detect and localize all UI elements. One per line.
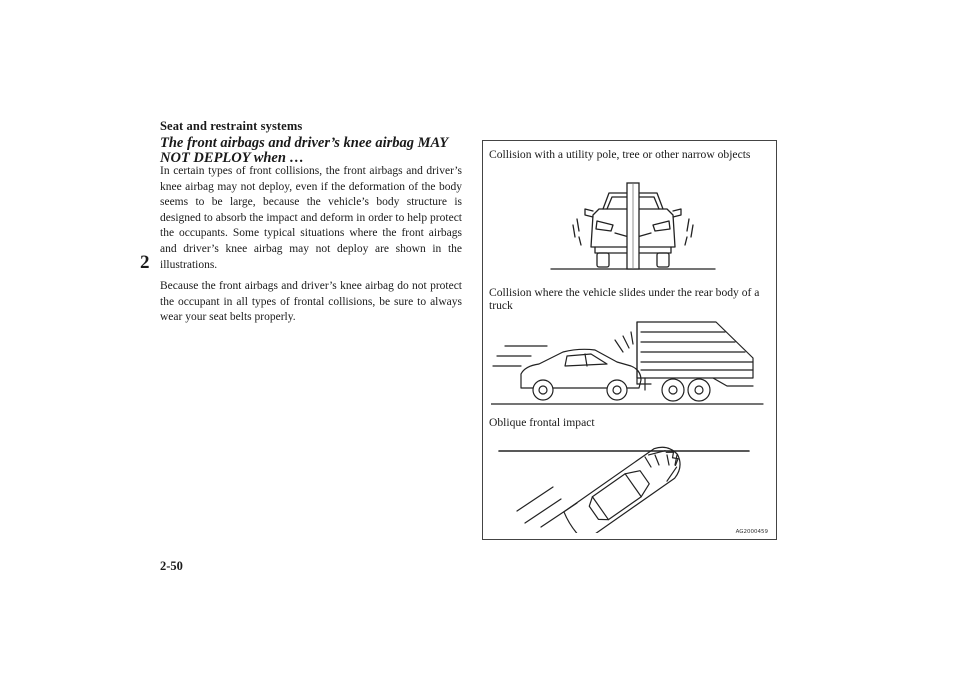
article-heading: The front airbags and driver’s knee airbag MAY NOT DEPLOY when … xyxy=(160,135,448,166)
figure-code: AG2000459 xyxy=(735,529,768,535)
section-header: Seat and restraint systems xyxy=(160,119,303,133)
oblique-impact-illustration xyxy=(497,441,762,533)
body-paragraph: Because the front airbags and driver’s knee airbag do not protect the occupant in all types of frontal collisions, be sure to always wear your seat belts properly. xyxy=(160,280,462,324)
truck-underride-illustration xyxy=(491,316,771,411)
body-paragraph: In certain types of front collisions, the front airbags and driver’s knee airbag may not deploy, even if the deformation of the body seems to be large, because the vehicle’s body structure is designed to absorb the impact and deform in order to help protect the occupants. Some typical situations where the front airbags and driver’s knee airbag may not deploy are shown in the illustrations. xyxy=(160,165,462,271)
page-number: 2-50 xyxy=(160,559,183,573)
article-body xyxy=(160,164,462,326)
caption-underride: Collision where the vehicle slides under the rear body of a truck xyxy=(489,286,760,312)
caption-oblique: Oblique frontal impact xyxy=(489,416,595,429)
caption-narrow-object: Collision with a utility pole, tree or other narrow objects xyxy=(489,148,751,161)
illustration-panel xyxy=(482,140,777,540)
chapter-marker: 2 xyxy=(140,252,150,273)
pole-collision-illustration xyxy=(543,181,723,276)
